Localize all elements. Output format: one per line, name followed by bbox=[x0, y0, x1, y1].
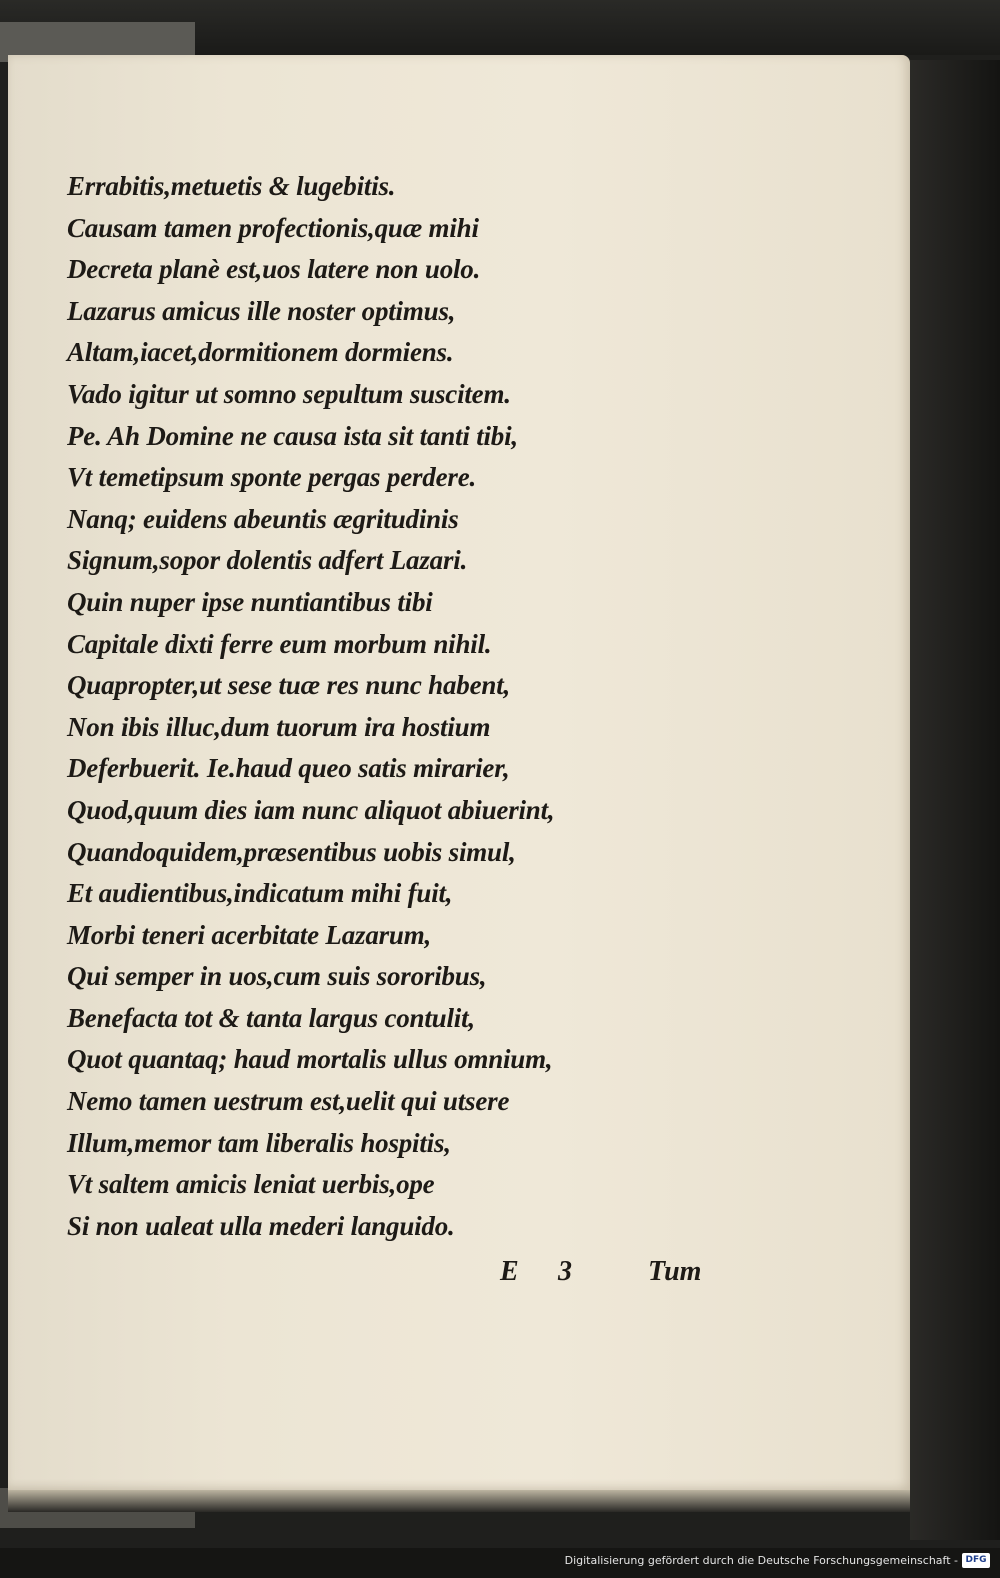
verse-line: Quod,quum dies iam nunc aliquot abiuerint, bbox=[67, 794, 555, 825]
verse-line: Quapropter,ut sese tuæ res nunc habent, bbox=[67, 670, 511, 701]
footer-bar bbox=[0, 1548, 1000, 1578]
page-bottom-shadow bbox=[8, 1490, 910, 1512]
verse-line: Benefacta tot & tanta largus contulit, bbox=[67, 1002, 475, 1033]
verse-line: Decreta planè est,uos latere non uolo. bbox=[67, 254, 481, 285]
verse-line: Vado igitur ut somno sepultum suscitem. bbox=[67, 378, 511, 409]
verse-line: Non ibis illuc,dum tuorum ira hostium bbox=[67, 711, 491, 742]
verse-line: Errabitis,metuetis & lugebitis. bbox=[67, 171, 396, 201]
verse-line: Vt temetipsum sponte pergas perdere. bbox=[67, 462, 477, 493]
verse-line: Quin nuper ipse nuntiantibus tibi bbox=[67, 586, 433, 617]
dfg-logo: DFG bbox=[962, 1553, 990, 1568]
verse-line: Capitale dixti ferre eum morbum nihil. bbox=[67, 628, 492, 659]
verse-line: Pe. Ah Domine ne causa ista sit tanti tibi, bbox=[67, 420, 518, 451]
verse-line: Altam,iacet,dormitionem dormiens. bbox=[67, 337, 454, 368]
verse-line: Si non ualeat ulla mederi languido. bbox=[67, 1210, 455, 1241]
verse-line: Lazarus amicus ille noster optimus, bbox=[67, 295, 456, 326]
verse-line: Deferbuerit. Ie.haud queo satis mirarier, bbox=[67, 753, 510, 784]
verse-line: Causam tamen profectionis,quæ mihi bbox=[67, 212, 479, 243]
signature-number: 3 bbox=[558, 1256, 572, 1287]
signature-line bbox=[0, 1250, 1000, 1294]
verse-line: Illum,memor tam liberalis hospitis, bbox=[67, 1127, 451, 1158]
scan-border-right bbox=[910, 60, 1000, 1540]
verse-line: Signum,sopor dolentis adfert Lazari. bbox=[67, 545, 468, 576]
verse-line: Nanq; euidens abeuntis ægritudinis bbox=[67, 503, 459, 534]
verse-line: Vt saltem amicis leniat uerbis,ope bbox=[67, 1169, 435, 1200]
catchword: Tum bbox=[648, 1256, 702, 1287]
verse-line: Nemo tamen uestrum est,uelit qui utsere bbox=[67, 1086, 510, 1117]
verse-line: Qui semper in uos,cum suis sororibus, bbox=[67, 961, 487, 992]
footer-credit: Digitalisierung gefördert durch die Deutsche Forschungsgemeinschaft - bbox=[564, 1554, 958, 1567]
verse-line: Quot quantaq; haud mortalis ullus omnium, bbox=[67, 1044, 553, 1075]
verse-line: Et audientibus,indicatum mihi fuit, bbox=[67, 878, 453, 909]
signature-letter: E bbox=[500, 1256, 519, 1287]
verse-line: Morbi teneri acerbitate Lazarum, bbox=[67, 919, 432, 950]
verse-block bbox=[67, 166, 667, 1247]
verse-line: Quandoquidem,præsentibus uobis simul, bbox=[67, 836, 516, 867]
